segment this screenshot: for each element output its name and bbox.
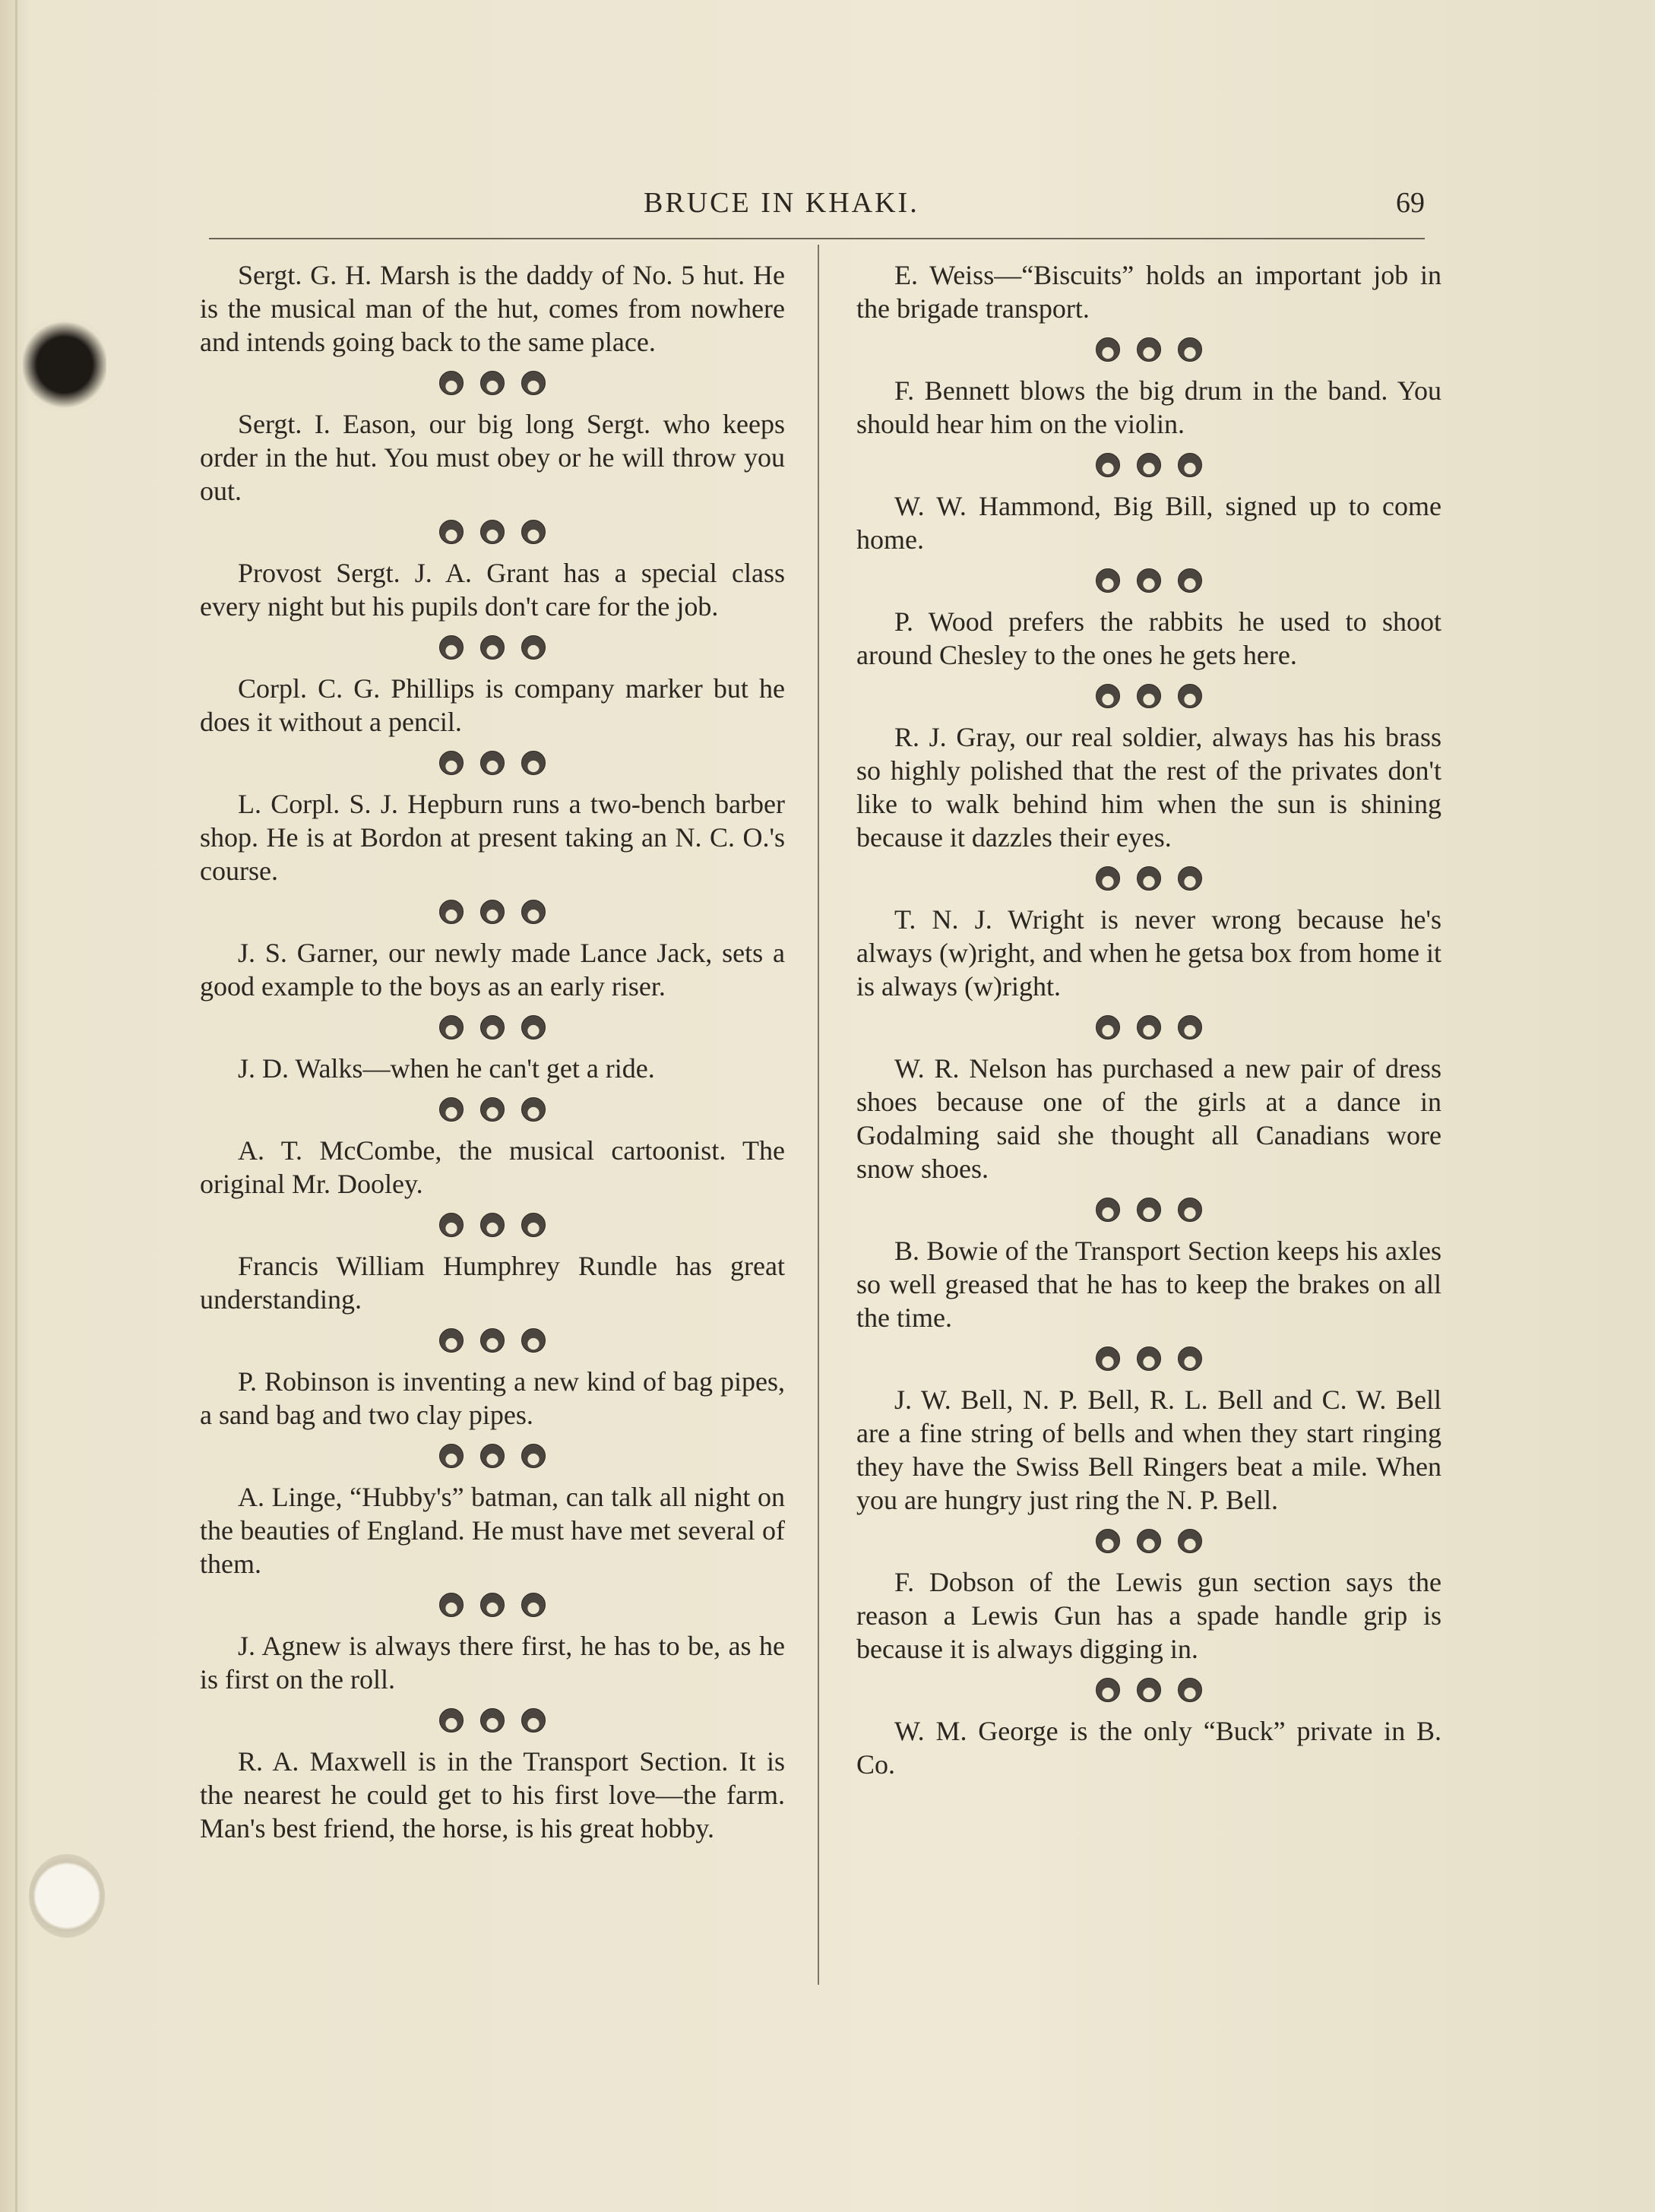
entry <box>856 258 1441 325</box>
ornament-dot-icon <box>480 1213 505 1237</box>
ornament-dot-icon <box>1096 337 1120 362</box>
ornament-dot-icon <box>521 1328 546 1353</box>
ornament-dot-icon <box>521 900 546 924</box>
ornament-dot-icon <box>521 1708 546 1733</box>
ornament-dot-icon <box>521 1593 546 1617</box>
entry <box>200 1052 785 1085</box>
ornament-dot-icon <box>1096 453 1120 477</box>
ornament-divider <box>200 623 785 672</box>
ornament-dot-icon <box>1096 1678 1120 1702</box>
ornament-dot-icon <box>521 520 546 544</box>
entry <box>856 1383 1441 1517</box>
ornament-dot-icon <box>439 1593 464 1617</box>
entry <box>200 672 785 739</box>
ornament-dot-icon <box>1178 1015 1202 1040</box>
ornament-dot-icon <box>1096 568 1120 593</box>
ornament-dot-icon <box>521 1444 546 1468</box>
entry <box>200 1745 785 1845</box>
ornament-dot-icon <box>480 371 505 395</box>
ornament-dot-icon <box>480 1708 505 1733</box>
ornament-dot-icon <box>1178 866 1202 891</box>
ornament-dot-icon <box>480 751 505 775</box>
ornament-divider <box>856 1517 1441 1565</box>
ornament-divider <box>856 556 1441 605</box>
entry <box>856 374 1441 441</box>
ornament-divider <box>200 1581 785 1629</box>
entry <box>200 1134 785 1201</box>
ornament-divider <box>200 508 785 556</box>
ornament-divider <box>200 739 785 787</box>
ornament-dot-icon <box>1178 1347 1202 1371</box>
ornament-dot-icon <box>1096 866 1120 891</box>
running-header <box>209 186 1425 232</box>
ornament-dot-icon <box>1137 1347 1161 1371</box>
entry <box>856 489 1441 556</box>
right-column <box>856 258 1441 1781</box>
page-spine-edge <box>15 0 17 2212</box>
entry-text: Provost Sergt. J. A. Grant has a special class every night but his pupils don't care for the job. <box>200 558 785 622</box>
entry <box>856 1052 1441 1185</box>
entry-text: J. D. Walks—when he can't get a ride. <box>238 1053 655 1084</box>
ornament-dot-icon <box>480 635 505 660</box>
ornament-dot-icon <box>1137 684 1161 708</box>
ornament-dot-icon <box>439 1328 464 1353</box>
ornament-dot-icon <box>480 1097 505 1122</box>
ornament-dot-icon <box>1137 1529 1161 1553</box>
column-divider <box>818 245 819 1985</box>
entry <box>856 903 1441 1003</box>
ornament-dot-icon <box>439 1708 464 1733</box>
entry-text: W. M. George is the only “Buck” private in B. Co. <box>856 1716 1441 1780</box>
ornament-dot-icon <box>1096 1198 1120 1222</box>
entry-text: Sergt. G. H. Marsh is the daddy of No. 5 hut. He is the musical man of the hut, comes from nowhere and intends going back to the same place. <box>200 260 785 357</box>
entry-text: Francis William Humphrey Rundle has great understanding. <box>200 1251 785 1315</box>
ornament-dot-icon <box>1178 1198 1202 1222</box>
entry <box>856 1234 1441 1334</box>
ornament-divider <box>856 1334 1441 1383</box>
ornament-divider <box>856 441 1441 489</box>
entry <box>200 258 785 359</box>
ornament-dot-icon <box>1178 684 1202 708</box>
entry-text: F. Dobson of the Lewis gun section says the reason a Lewis Gun has a spade handle grip is because it is always digging in. <box>856 1567 1441 1664</box>
ornament-dot-icon <box>439 1213 464 1237</box>
ornament-dot-icon <box>521 1097 546 1122</box>
entry-text: E. Weiss—“Biscuits” holds an important job in the brigade transport. <box>856 260 1441 324</box>
entry <box>856 605 1441 672</box>
entry-text: R. J. Gray, our real soldier, always has his brass so highly polished that the rest of the privates don't like to walk behind him when the sun is shining because it dazzles their eyes. <box>856 722 1441 853</box>
ornament-dot-icon <box>439 1097 464 1122</box>
ornament-divider <box>200 1316 785 1365</box>
entry-text: B. Bowie of the Transport Section keeps his axles so well greased that he has to keep the brakes on all the time. <box>856 1236 1441 1333</box>
ornament-dot-icon <box>521 1015 546 1040</box>
ornament-divider <box>200 1085 785 1134</box>
entry <box>200 407 785 508</box>
entry <box>200 1249 785 1316</box>
ornament-dot-icon <box>521 635 546 660</box>
ornament-divider <box>200 1696 785 1745</box>
ornament-dot-icon <box>480 520 505 544</box>
ornament-divider <box>200 1201 785 1249</box>
entry-text: L. Corpl. S. J. Hepburn runs a two-bench barber shop. He is at Bordon at present taking an N. C. O.'s course. <box>200 789 785 886</box>
ornament-divider <box>856 1666 1441 1714</box>
entry-text: R. A. Maxwell is in the Transport Section. It is the nearest he could get to his first love—the farm. Man's best friend, the horse, is his great hobby. <box>200 1746 785 1843</box>
ornament-divider <box>200 888 785 936</box>
entry-text: T. N. J. Wright is never wrong because he's always (w)right, and when he getsa box from home it is always (w)right. <box>856 904 1441 1002</box>
entry-text: J. S. Garner, our newly made Lance Jack, sets a good example to the boys as an early riser. <box>200 938 785 1002</box>
ornament-dot-icon <box>1096 1015 1120 1040</box>
punch-hole <box>29 1854 105 1938</box>
ornament-divider <box>856 672 1441 720</box>
ornament-dot-icon <box>439 1015 464 1040</box>
entry-text: J. W. Bell, N. P. Bell, R. L. Bell and C. W. Bell are a fine string of bells and when they start ringing they have the Swiss Bell Ringers beat a mile. When you are hungry just ring the N. P. Bell. <box>856 1384 1441 1515</box>
ornament-dot-icon <box>439 751 464 775</box>
entry <box>200 1629 785 1696</box>
page-title: BRUCE IN KHAKI. <box>644 187 919 219</box>
entry-text: Sergt. I. Eason, our big long Sergt. who keeps order in the hut. You must obey or he will throw you out. <box>200 409 785 506</box>
header-rule <box>209 238 1425 239</box>
entry <box>856 1565 1441 1666</box>
entry <box>200 1365 785 1432</box>
entry-text: A. T. McCombe, the musical cartoonist. The original Mr. Dooley. <box>200 1135 785 1199</box>
ornament-divider <box>856 854 1441 903</box>
entry-text: W. W. Hammond, Big Bill, signed up to come home. <box>856 491 1441 555</box>
ornament-divider <box>200 1003 785 1052</box>
entry-text: P. Wood prefers the rabbits he used to shoot around Chesley to the ones he gets here. <box>856 606 1441 670</box>
ornament-divider <box>200 359 785 407</box>
ornament-dot-icon <box>1137 866 1161 891</box>
entry-text: W. R. Nelson has purchased a new pair of dress shoes because one of the girls at a dance in Godalming said she thought all Canadians wore snow shoes. <box>856 1053 1441 1184</box>
ornament-dot-icon <box>480 1015 505 1040</box>
ornament-dot-icon <box>1178 1529 1202 1553</box>
ornament-dot-icon <box>1137 453 1161 477</box>
ornament-dot-icon <box>1096 1529 1120 1553</box>
ornament-dot-icon <box>439 900 464 924</box>
ornament-divider <box>856 325 1441 374</box>
entry-text: J. Agnew is always there first, he has to be, as he is first on the roll. <box>200 1631 785 1695</box>
ornament-dot-icon <box>1096 1347 1120 1371</box>
entry-text: A. Linge, “Hubby's” batman, can talk all night on the beauties of England. He must have met several of them. <box>200 1482 785 1579</box>
ornament-dot-icon <box>1096 684 1120 708</box>
entry <box>856 720 1441 854</box>
ornament-dot-icon <box>439 371 464 395</box>
ornament-dot-icon <box>1137 1015 1161 1040</box>
ornament-dot-icon <box>480 1328 505 1353</box>
ornament-dot-icon <box>521 371 546 395</box>
ornament-dot-icon <box>1137 1678 1161 1702</box>
ornament-divider <box>200 1432 785 1480</box>
ornament-dot-icon <box>521 1213 546 1237</box>
ornament-dot-icon <box>1178 1678 1202 1702</box>
ornament-dot-icon <box>1178 337 1202 362</box>
entry-text: P. Robinson is inventing a new kind of bag pipes, a sand bag and two clay pipes. <box>200 1366 785 1430</box>
ornament-divider <box>856 1003 1441 1052</box>
ornament-dot-icon <box>1137 568 1161 593</box>
entry-text: Corpl. C. G. Phillips is company marker but he does it without a pencil. <box>200 673 785 737</box>
left-column <box>200 258 785 1845</box>
entry-text: F. Bennett blows the big drum in the band. You should hear him on the violin. <box>856 375 1441 439</box>
ornament-dot-icon <box>439 635 464 660</box>
ornament-dot-icon <box>480 900 505 924</box>
entry <box>200 1480 785 1581</box>
entry <box>856 1714 1441 1781</box>
ornament-dot-icon <box>1137 337 1161 362</box>
ink-stain <box>23 319 106 410</box>
ornament-dot-icon <box>1137 1198 1161 1222</box>
entry <box>200 936 785 1003</box>
entry <box>200 556 785 623</box>
ornament-dot-icon <box>480 1593 505 1617</box>
page-number: 69 <box>1396 187 1425 219</box>
ornament-divider <box>856 1185 1441 1234</box>
ornament-dot-icon <box>521 751 546 775</box>
ornament-dot-icon <box>480 1444 505 1468</box>
ornament-dot-icon <box>1178 453 1202 477</box>
entry <box>200 787 785 888</box>
ornament-dot-icon <box>1178 568 1202 593</box>
ornament-dot-icon <box>439 1444 464 1468</box>
ornament-dot-icon <box>439 520 464 544</box>
